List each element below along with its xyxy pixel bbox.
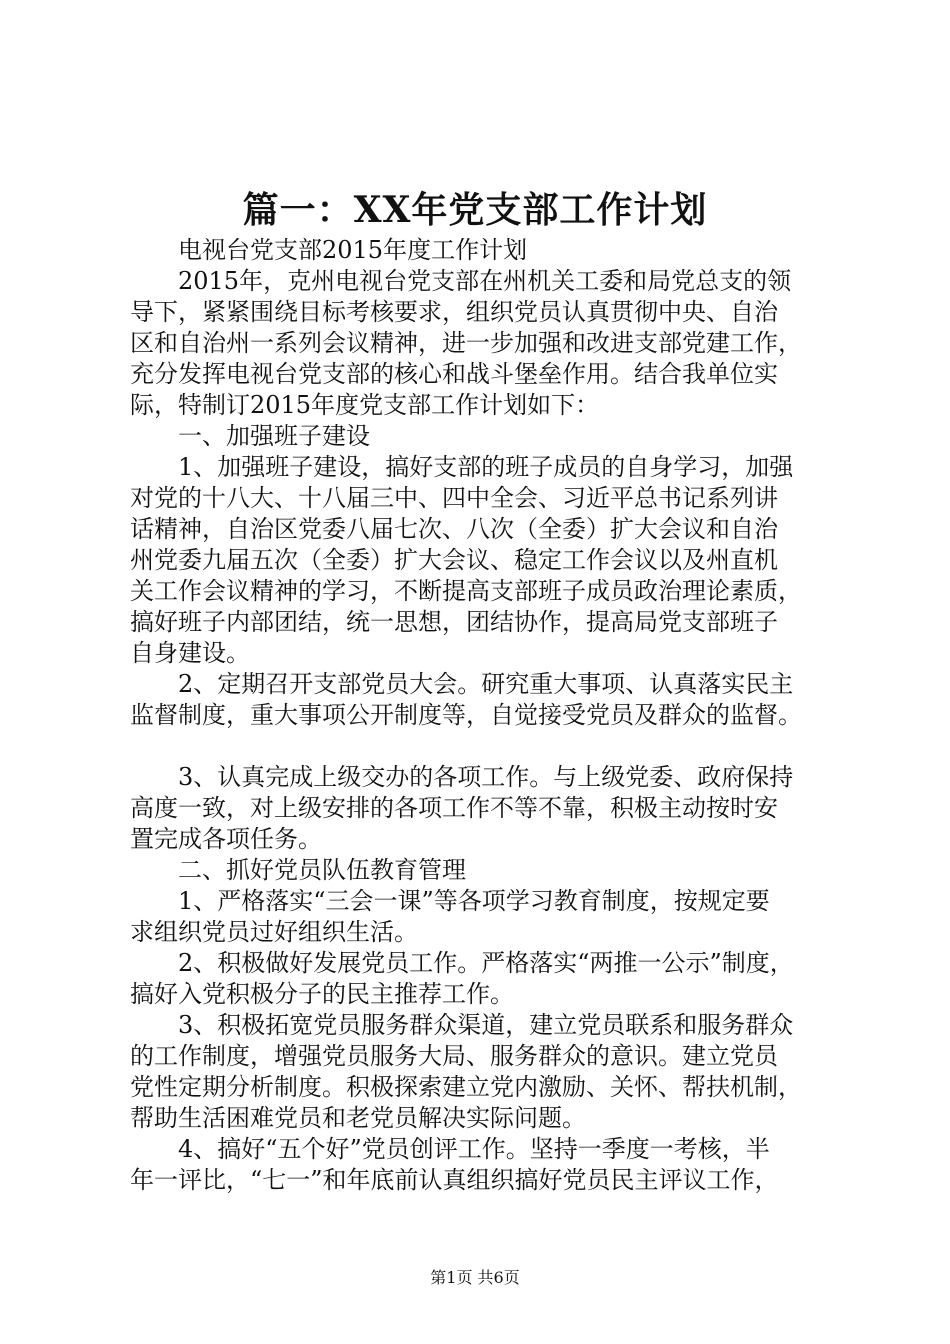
paragraph-line: 帮助生活困难党员和老党员解决实际问题。 (130, 1104, 586, 1132)
blank-line (130, 731, 842, 762)
paragraph-line: 置完成各项任务。 (130, 825, 322, 853)
page-footer: 第1页 共6页 (430, 1268, 520, 1287)
paragraph-line: 2、积极做好发展党员工作。严格落实“两推一公示”制度， (178, 949, 794, 977)
paragraph-line: 导下，紧紧围绕目标考核要求，组织党员认真贯彻中央、自治 (130, 298, 778, 326)
paragraph-line: 自身建设。 (130, 639, 250, 667)
paragraph-line: 年一评比，“七一”和年底前认真组织搞好党员民主评议工作， (130, 1166, 779, 1194)
paragraph-line: 对党的十八大、十八届三中、四中全会、习近平总书记系列讲 (130, 484, 778, 512)
paragraph-line: 电视台党支部2015年度工作计划 (178, 236, 528, 264)
paragraph-line: 的工作制度，增强党员服务大局、服务群众的意识。建立党员 (130, 1042, 778, 1070)
paragraph-line: 一、加强班子建设 (178, 422, 370, 450)
paragraph-line: 求组织党员过好组织生活。 (130, 918, 418, 946)
document-body (130, 235, 842, 1196)
paragraph-line: 党性定期分析制度。积极探索建立党内激励、关怀、帮扶机制， (130, 1073, 802, 1101)
paragraph-line: 4、搞好“五个好”党员创评工作。坚持一季度一考核，半 (178, 1135, 770, 1163)
paragraph-line: 监督制度，重大事项公开制度等，自觉接受党员及群众的监督。 (130, 701, 802, 729)
paragraph-line: 1、加强班子建设，搞好支部的班子成员的自身学习，加强 (178, 453, 794, 481)
paragraph-line: 搞好入党积极分子的民主推荐工作。 (130, 980, 514, 1008)
paragraph-line: 充分发挥电视台党支部的核心和战斗堡垒作用。结合我单位实 (130, 360, 778, 388)
paragraph-line: 3、认真完成上级交办的各项工作。与上级党委、政府保持 (178, 763, 794, 791)
paragraph-line: 高度一致，对上级安排的各项工作不等不靠，积极主动按时安 (130, 794, 778, 822)
paragraph-line: 二、抓好党员队伍教育管理 (178, 856, 466, 884)
paragraph-line: 1、严格落实“三会一课”等各项学习教育制度，按规定要 (178, 887, 770, 915)
paragraph-line: 3、积极拓宽党员服务群众渠道，建立党员联系和服务群众 (178, 1011, 794, 1039)
paragraph-line: 州党委九届五次（全委）扩大会议、稳定工作会议以及州直机 (130, 546, 778, 574)
document-title: 篇一：XX年党支部工作计划 (242, 189, 708, 231)
paragraph-line: 关工作会议精神的学习，不断提高支部班子成员政治理论素质， (130, 577, 802, 605)
paragraph-line: 2、定期召开支部党员大会。研究重大事项、认真落实民主 (178, 670, 794, 698)
paragraph-line: 搞好班子内部团结，统一思想，团结协作，提高局党支部班子 (130, 608, 778, 636)
paragraph-line: 区和自治州一系列会议精神，进一步加强和改进支部党建工作， (130, 329, 802, 357)
paragraph-line: 2015年，克州电视台党支部在州机关工委和局党总支的领 (178, 267, 792, 295)
paragraph-line: 话精神，自治区党委八届七次、八次（全委）扩大会议和自治 (130, 515, 778, 543)
paragraph-line: 际，特制订2015年度党支部工作计划如下： (130, 391, 600, 419)
